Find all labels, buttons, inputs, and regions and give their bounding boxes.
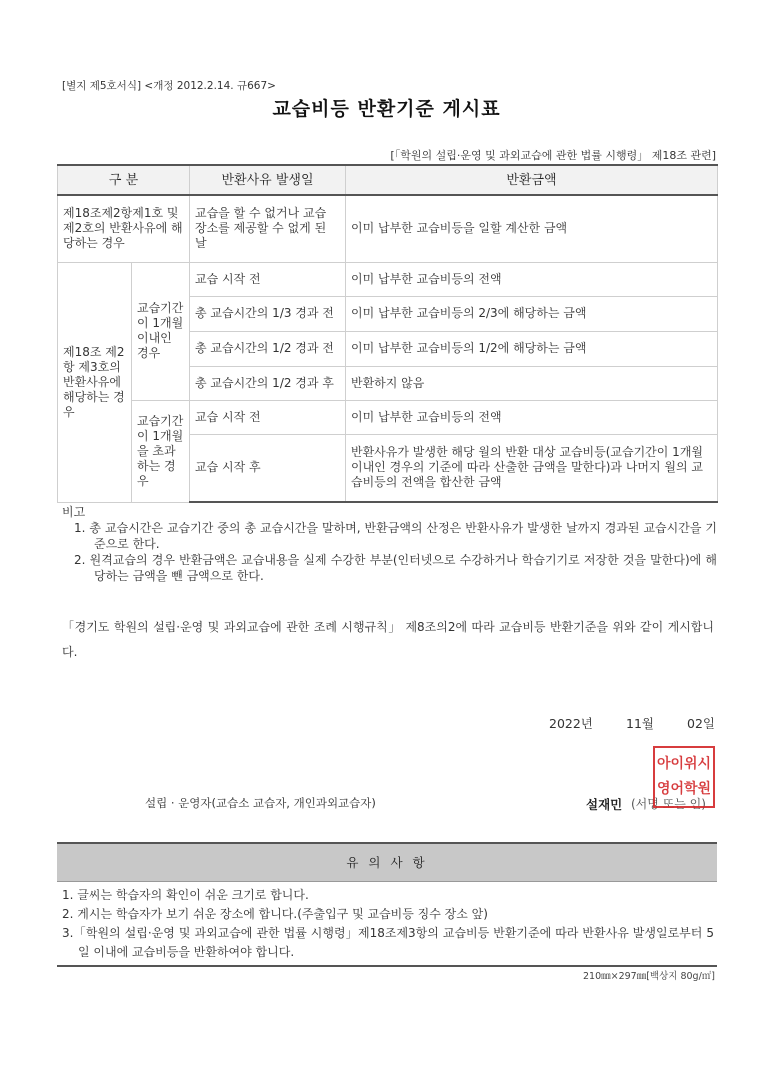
sub2-row2-date: 교습 시작 후 bbox=[190, 434, 346, 502]
seal-stamp bbox=[653, 746, 715, 808]
signer-name: 설재민 bbox=[586, 797, 623, 812]
sub1-row1-date: 교습 시작 전 bbox=[190, 262, 346, 296]
posting-statement: 「경기도 학원의 설립·운영 및 과외교습에 관한 조례 시행규칙」 제8조의2에 따라 교습비등 반환기준을 위와 같이 게시합니다. bbox=[62, 620, 714, 659]
stamp-line2: 영어학원 bbox=[656, 781, 712, 797]
caution-section bbox=[62, 886, 714, 962]
sub2-row1-date: 교습 시작 전 bbox=[190, 400, 346, 434]
date-day: 02일 bbox=[687, 716, 715, 731]
header-category: 구 분 bbox=[58, 165, 190, 195]
header-date: 반환사유 발생일 bbox=[190, 165, 346, 195]
caution-item: 2. 게시는 학습자가 보기 쉬운 장소에 합니다.(주출입구 및 교습비등 징수 장소 앞) bbox=[62, 907, 488, 921]
sub2-row2-amount: 반환사유가 발생한 해당 월의 반환 대상 교습비등(교습기간이 1개월 이내인 경우의 기준에 따라 산출한 금액을 말한다)과 나머지 월의 교습비등의 전액을 합산한 금액 bbox=[346, 434, 718, 502]
sub1-row1-amount: 이미 납부한 교습비등의 전액 bbox=[346, 262, 718, 296]
date-month: 11월 bbox=[626, 716, 654, 731]
form-number: [별지 제5호서식] <개정 2012.2.14. 규667> bbox=[62, 80, 276, 92]
sub1-label: 교습기간이 1개월 이내인 경우 bbox=[132, 262, 190, 400]
table-row bbox=[58, 400, 718, 434]
sub1-row2-amount: 이미 납부한 교습비등의 2/3에 해당하는 금액 bbox=[346, 296, 718, 331]
table-header-row bbox=[58, 165, 718, 195]
sub1-row4-amount: 반환하지 않음 bbox=[346, 366, 718, 400]
note-item: 1. 총 교습시간은 교습기간 중의 총 교습시간을 말하며, 반환금액의 산정은 반환사유가 발생한 날까지 경과된 교습시간을 기준으로 한다. bbox=[74, 521, 717, 551]
sub1-row3-date: 총 교습시간의 1/2 경과 전 bbox=[190, 331, 346, 366]
stamp-line1: 아이위시 bbox=[656, 756, 712, 772]
sub1-row3-amount: 이미 납부한 교습비등의 1/2에 해당하는 금액 bbox=[346, 331, 718, 366]
sub2-row1-amount: 이미 납부한 교습비등의 전액 bbox=[346, 400, 718, 434]
notes-heading: 비고 bbox=[62, 505, 86, 519]
caution-heading: 유 의 사 항 bbox=[57, 842, 717, 882]
caution-item: 1. 글씨는 학습자의 확인이 쉬운 크기로 합니다. bbox=[62, 888, 309, 902]
signature-tag: (서명 또는 인) bbox=[631, 797, 706, 811]
group2-category: 제18조 제2항 제3호의 반환사유에 해당하는 경우 bbox=[58, 262, 132, 502]
row1-category: 제18조제2항제1호 및 제2호의 반환사유에 해당하는 경우 bbox=[58, 195, 190, 262]
note-item: 2. 원격교습의 경우 반환금액은 교습내용을 실제 수강한 부분(인터넷으로 수강하거나 학습기기로 저장한 것을 말한다)에 해당하는 금액을 뺀 금액으로 한다. bbox=[74, 553, 717, 583]
row1-amount: 이미 납부한 교습비등을 일할 계산한 금액 bbox=[346, 195, 718, 262]
refund-table bbox=[57, 164, 718, 503]
law-reference: [「학원의 설립·운영 및 과외교습에 관한 법률 시행령」 제18조 관련] bbox=[390, 149, 716, 162]
date-year: 2022년 bbox=[549, 716, 593, 731]
bottom-divider bbox=[57, 965, 717, 967]
table-row bbox=[58, 262, 718, 296]
sub2-label: 교습기간이 1개월을 초과하는 경우 bbox=[132, 400, 190, 502]
row1-date: 교습을 할 수 없거나 교습 장소를 제공할 수 없게 된 날 bbox=[190, 195, 346, 262]
table-row bbox=[58, 195, 718, 262]
notes-section bbox=[62, 504, 717, 584]
page-title: 교습비등 반환기준 게시표 bbox=[272, 98, 501, 120]
header-amount: 반환금액 bbox=[346, 165, 718, 195]
sub1-row4-date: 총 교습시간의 1/2 경과 후 bbox=[190, 366, 346, 400]
operator-label: 설립 · 운영자(교습소 교습자, 개인과외교습자) bbox=[145, 796, 376, 810]
paper-size: 210㎜×297㎜[백상지 80g/㎡] bbox=[582, 971, 715, 982]
sub1-row2-date: 총 교습시간의 1/3 경과 전 bbox=[190, 296, 346, 331]
caution-item: 3.「학원의 설립·운영 및 과외교습에 관한 법률 시행령」제18조제3항의 교습비등 반환기준에 따라 반환사유 발생일로부터 5일 이내에 교습비등을 반환하여야 합니다. bbox=[62, 926, 714, 959]
